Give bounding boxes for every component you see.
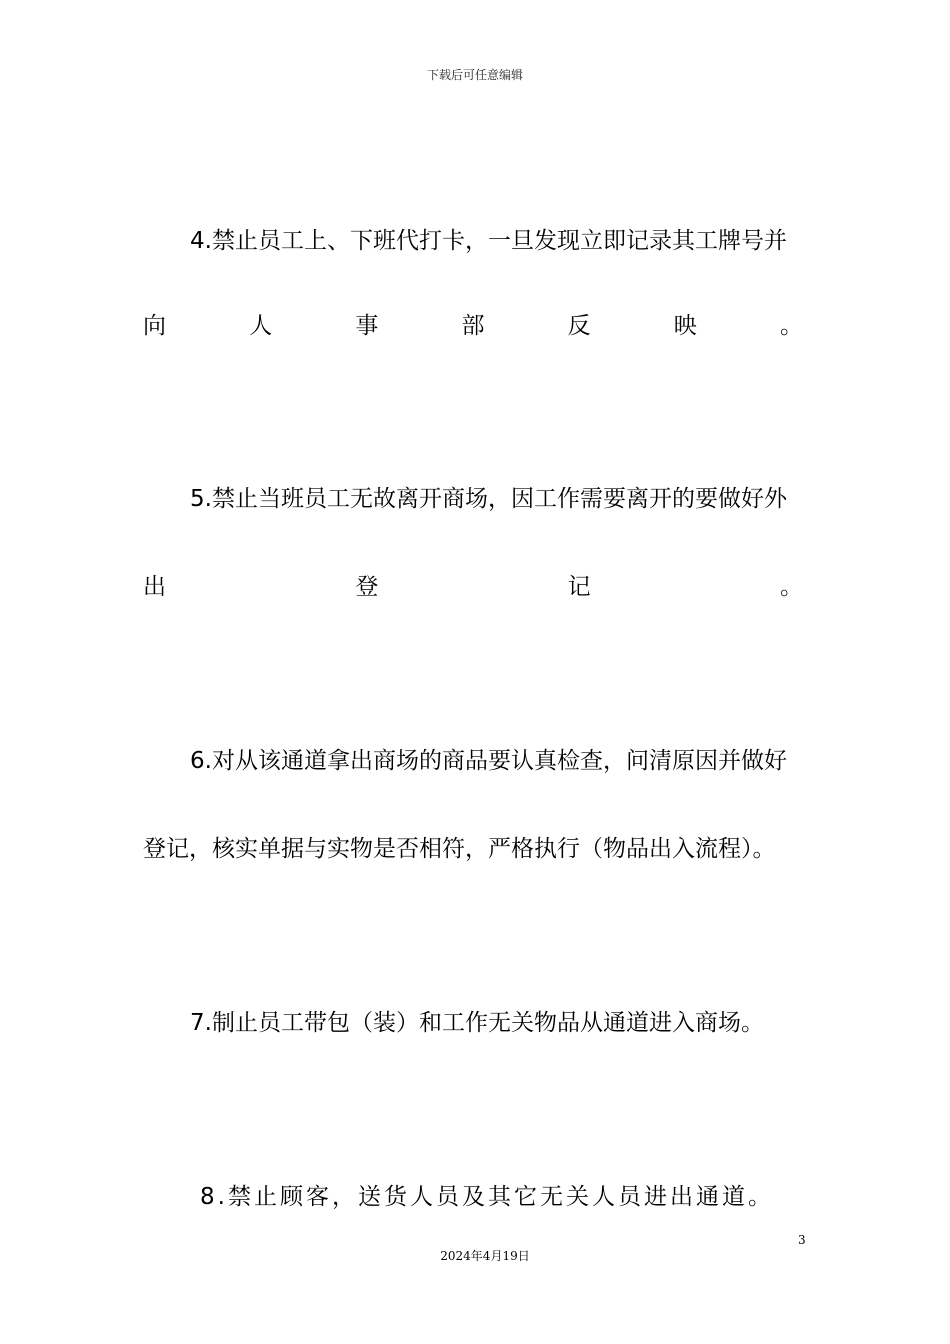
item-5-line-1: 5.禁止当班员工无故离开商场，因工作需要离开的要做好外	[190, 486, 787, 512]
char: 记	[567, 574, 591, 600]
char: 事	[355, 313, 379, 339]
char: 。	[779, 574, 803, 600]
footer-date: 2024年4月19日	[440, 1249, 530, 1263]
item-4-line-2	[143, 311, 803, 341]
page-number: 3	[798, 1233, 806, 1247]
char: 登	[355, 574, 379, 600]
item-7-line-1: 7.制止员工带包（装）和工作无关物品从通道进入商场。	[190, 1010, 764, 1036]
char: 部	[461, 313, 485, 339]
item-5-line-2	[143, 572, 803, 602]
char: 反	[567, 313, 591, 339]
char: 向	[143, 313, 166, 339]
item-6-line-1: 6.对从该通道拿出商场的商品要认真检查，问清原因并做好	[190, 748, 787, 774]
char: 。	[779, 313, 803, 339]
item-8-line-1: 8.禁止顾客，送货人员及其它无关人员进出通道。	[200, 1184, 774, 1210]
char: 出	[143, 574, 166, 600]
char: 人	[249, 313, 273, 339]
page-header: 下载后可任意编辑	[426, 68, 523, 82]
item-6-line-2: 登记，核实单据与实物是否相符，严格执行（物品出入流程）。	[143, 836, 776, 862]
char: 映	[673, 313, 697, 339]
item-4-line-1: 4.禁止员工上、下班代打卡，一旦发现立即记录其工牌号并	[190, 228, 787, 254]
